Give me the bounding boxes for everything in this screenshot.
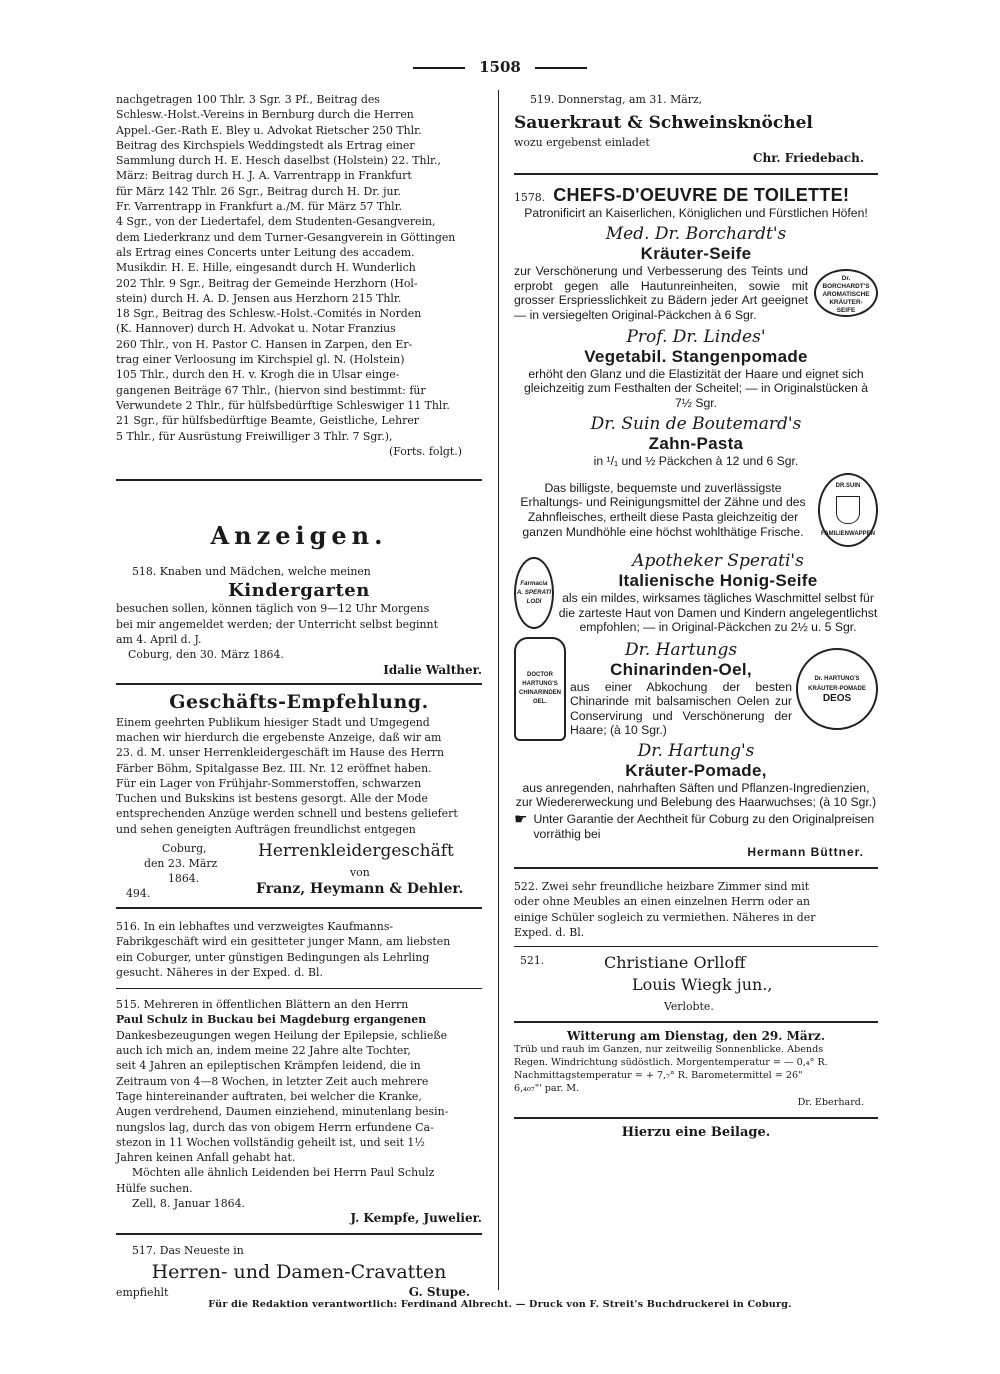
sperati-brand: Apotheker Sperati's <box>632 550 804 571</box>
ad-515-line: Dankesbezeugungen wegen Heilung der Epilepsie, schließe <box>116 1028 448 1042</box>
ad-516-line: ein Coburger, unter günstigen Bedingungen als Lehrling <box>116 950 430 964</box>
report-line: Sammlung durch H. E. Hesch daselbst (Holstein) 22. Thlr., <box>116 154 441 168</box>
ad-515-line: Jahren keinen Anfall gehabt hat. <box>116 1151 296 1165</box>
ad-515-line: Zeitraum von 4—8 Wochen, in letzter Zeit auch mehrere <box>116 1074 429 1088</box>
oil-bottle-icon <box>514 637 566 741</box>
ad-494-firm: Herrenkleidergeschäft <box>258 840 454 861</box>
weather-line: Trüb und rauh im Ganzen, nur zeitweilig Sonnenblicke. Abends <box>514 1044 824 1056</box>
sperati-block <box>514 551 878 635</box>
ad-1578-title: CHEFS-D'OEUVRE DE TOILETTE! <box>553 184 850 205</box>
ad-515-line: Augen verdrehend, Daumen einziehend, minutenlang besin- <box>116 1105 449 1119</box>
ad-515-signature: J. Kempfe, Juwelier. <box>350 1211 482 1226</box>
ad-515-place-date: Zell, 8. Januar 1864. <box>132 1197 245 1211</box>
hartung-oil-product: Chinarinden-Oel, <box>610 659 752 679</box>
report-line: 5 Thlr., für Ausrüstung Freiwilliger 3 Thlr. 7 Sgr.), <box>116 429 393 443</box>
ad-494-line: 23. d. M. unser Herrenkleidergeschäft im Hause des Herrn <box>116 746 445 760</box>
ad-494-von: von <box>350 865 370 879</box>
page-number: 1508 <box>479 58 521 76</box>
borchardt-text: zur Verschönerung und Verbesserung des Teints und erprobt gegen alle Hautunreinheiten, sowie mit grosser Erspriesslichkeit zu Bädern jeder Art geeignet — in versiegelten Original-Päckchen à 6 Sgr. <box>514 264 808 322</box>
right-column <box>514 92 878 1140</box>
hartung-pomade-text: aus anregenden, nahrhaften Säften und Pflanzen-Ingredienzien, zur Wiedererweckung und Belebung des Haarwuchses; (à 10 Sgr.) <box>515 780 877 810</box>
guarantee-text: Unter Garantie der Aechtheit für Coburg zu den Originalpreisen vorräthig bei <box>533 811 875 841</box>
weather-report <box>514 1029 878 1110</box>
seal-text: CHINARINDEN <box>519 689 561 696</box>
ad-rule <box>116 907 482 909</box>
ad-515-line: Paul Schulz in Buckau bei Magdeburg ergangenen <box>116 1013 427 1027</box>
ad-515 <box>116 997 482 1225</box>
page-number-rule-left <box>413 67 465 69</box>
report-line: (K. Hannover) durch H. Advokat u. Notar Franzius <box>116 322 396 336</box>
hartung-pomade-product: Kräuter-Pomade, <box>625 760 767 780</box>
section-rule <box>116 479 482 481</box>
ad-519-title: Sauerkraut & Schweinsknöchel <box>514 113 813 134</box>
lindes-product: Vegetabil. Stangenpomade <box>584 346 808 366</box>
ad-rule <box>514 867 878 869</box>
ad-494-owners: Franz, Heymann & Dehler. <box>256 880 464 897</box>
sperati-seal-icon <box>514 557 554 629</box>
borchardt-seal-icon <box>814 269 878 317</box>
seal-text: LODI <box>526 598 542 606</box>
ad-516-line: Fabrikgeschäft wird ein gesitteter junger Mann, am liebsten <box>116 935 451 949</box>
ad-494-place: Coburg, <box>162 841 207 855</box>
ad-494-line: Für ein Lager von Frühjahr-Sommerstoffen, schwarzen <box>116 776 422 790</box>
page-number-rule-right <box>535 67 587 69</box>
ad-519 <box>514 92 878 165</box>
suin-text: Das billigste, bequemste und zuverlässigste Erhaltungs- und Reinigungsmittel der Zähne und des Zahnfleisches, ertheilt diese Pasta gleichzeitig der ganzen Mundhöhle eine höchst wohlthätige Frische. <box>520 480 806 539</box>
coat-of-arms-seal-icon <box>818 473 878 547</box>
ad-517-offer: empfiehlt <box>116 1285 169 1299</box>
ad-494-date-2: 1864. <box>168 871 200 885</box>
ad-494-title: Geschäfts-Empfehlung. <box>169 690 429 713</box>
weather-line: 6,₄₀₇"' par. M. <box>514 1083 580 1095</box>
ad-494-line: Tuchen und Bukskins ist bestens gesorgt. Alle der Mode <box>116 792 428 806</box>
weather-signature: Dr. Eberhard. <box>797 1097 864 1109</box>
report-line: 105 Thlr., durch den H. v. Krogh die in Ulsar einge- <box>116 368 400 382</box>
ad-494-line: machen wir hierdurch die ergebenste Anzeige, daß wir am <box>116 730 442 744</box>
sperati-text: als ein mildes, wirksames tägliches Waschmittel selbst für die zarteste Haut von Damen und Kindern angelegentlichst empfohlen; — in Original-Päckchen zu 2½ u. 5 Sgr. <box>558 590 878 635</box>
ad-518-line: besuchen sollen, können täglich von 9—12 Uhr Morgens <box>116 602 430 616</box>
suin-pack: in ¹/₁ und ½ Päckchen à 12 und 6 Sgr. <box>593 454 799 469</box>
report-line: Appel.-Ger.-Rath E. Bley u. Advokat Rietscher 250 Thlr. <box>116 123 422 137</box>
page-number-line <box>0 58 1000 76</box>
ad-494-date-1: den 23. März <box>144 856 218 870</box>
ad-517-signature: G. Stupe. <box>408 1284 470 1299</box>
seal-text: OEL. <box>532 698 547 705</box>
ad-1578 <box>514 185 878 860</box>
ad-518 <box>116 564 482 676</box>
ad-518-line: bei mir angemeldet werden; der Unterricht selbst beginnt <box>116 617 438 631</box>
borchardt-block <box>514 264 878 322</box>
report-line: gangenen Beiträge 67 Thlr., (hiervon sind bestimmt: für <box>116 383 426 397</box>
report-line: 260 Thlr., von H. Pastor C. Hansen in Zarpen, den Er- <box>116 337 413 351</box>
suin-product: Zahn-Pasta <box>648 434 744 454</box>
guarantee-block <box>514 809 878 841</box>
ad-516-line: gesucht. Näheres in der Exped. d. Bl. <box>116 965 323 979</box>
report-continued: (Forts. folgt.) <box>389 444 462 458</box>
report-line: Musikdir. H. E. Hille, eingesandt durch H. Wunderlich <box>116 261 416 275</box>
report-line: stein) durch H. A. D. Jensen aus Herzhorn 215 Thlr. <box>116 291 402 305</box>
report-line: Verwundete 2 Thlr., für hülfsbedürftige Schleswiger 11 Thlr. <box>116 398 450 412</box>
ad-515-line: Hülfe suchen. <box>116 1181 193 1195</box>
ad-518-place-date: Coburg, den 30. März 1864. <box>128 648 284 662</box>
report-line: Fr. Varrentrapp in Frankfurt a./M. für März 57 Thlr. <box>116 200 403 214</box>
ad-515-line: seit 4 Jahren an epileptischen Krämpfen leidend, die in <box>116 1059 421 1073</box>
ad-rule <box>514 173 878 175</box>
report-line: 4 Sgr., von der Liedertafel, dem Studenten-Gesangverein, <box>116 215 436 229</box>
ad-518-signature: Idalie Walther. <box>383 662 482 677</box>
lindes-brand: Prof. Dr. Lindes' <box>626 326 766 347</box>
borchardt-product: Kräuter-Seife <box>640 244 752 264</box>
hartung-oil-brand: Dr. Hartungs <box>624 639 738 660</box>
seal-text: KRÄUTER-POMADE <box>808 685 866 692</box>
ad-522-line: 522. Zwei sehr freundliche heizbare Zimmer sind mit <box>514 880 810 894</box>
hartung-oil-text: aus einer Abkochung der besten Chinarinde mit balsamischen Oelen zur Conservirung und Verschönerung der Haare; (à 10 Sgr.) <box>570 679 792 738</box>
report-line: Schlesw.-Holst.-Vereins in Bernburg durch die Herren <box>116 108 414 122</box>
ad-rule <box>514 1117 878 1119</box>
borchardt-brand: Med. Dr. Borchardt's <box>605 224 787 245</box>
ad-519-intro: 519. Donnerstag, am 31. März, <box>530 93 703 106</box>
ad-518-intro: 518. Knaben und Mädchen, welche meinen <box>132 565 371 579</box>
ad-515-line: stezon in 11 Wochen vollständig geheilt ist, und seit 1½ <box>116 1135 425 1149</box>
lindes-text: erhöht den Glanz und die Elastizität der Haare und eignet sich gleichzeitig zum Festhalten der Scheitel; — in Originalstücken à 7½ Sgr. <box>523 366 869 410</box>
ad-515-line: auch ich mich an, indem meine 22 Jahre alte Tochter, <box>116 1044 411 1058</box>
ad-521 <box>514 953 878 1015</box>
ad-517-intro: 517. Das Neueste in <box>132 1244 244 1258</box>
ad-522-line: oder ohne Meubles an einen einzelnen Herrn oder an <box>514 895 811 909</box>
report-line: für März 142 Thlr. 26 Sgr., Beitrag durch H. Dr. jur. <box>116 184 402 198</box>
ad-rule <box>116 988 482 989</box>
ad-515-line: 515. Mehreren in öffentlichen Blättern an den Herrn <box>116 998 409 1012</box>
report-line: 18 Sgr., Beitrag des Schlesw.-Holst.-Comités in Norden <box>116 307 422 321</box>
seal-text: DR.SUIN <box>835 482 861 489</box>
weather-line: Nachmittagstemperatur = + 7,₇° R. Barometermittel = 26" <box>514 1070 803 1082</box>
anzeigen-heading: Anzeigen. <box>210 521 388 551</box>
ad-516 <box>116 919 482 980</box>
left-column <box>116 92 482 1300</box>
ad-518-title: Kindergarten <box>228 580 370 602</box>
hartung-pomade-brand: Dr. Hartung's <box>637 740 755 761</box>
pomade-jar-icon <box>796 648 878 730</box>
seal-text: AROMATISCHE <box>822 291 870 299</box>
ad-rule <box>116 683 482 685</box>
ad-rule <box>514 946 878 947</box>
report-line: dem Liederkranz und dem Turner-Gesangverein in Göttingen <box>116 230 456 244</box>
ad-517-title: Herren- und Damen-Cravatten <box>151 1260 447 1283</box>
supplement-note: Hierzu eine Beilage. <box>621 1124 771 1140</box>
hartung-block <box>514 637 878 741</box>
ad-522-line: einige Schüler sogleich zu vermiethen. Näheres in der <box>514 910 816 924</box>
ad-519-line: wozu ergebenst einladet <box>514 136 650 150</box>
report-line: März: Beitrag durch H. J. A. Varrentrapp in Frankfurt <box>116 169 412 183</box>
imprint-footer: Für die Redaktion verantwortlich: Ferdinand Albrecht. — Druck von F. Streit's Buchdruckerei in Coburg. <box>208 1299 792 1310</box>
ad-522-line: Exped. d. Bl. <box>514 925 585 939</box>
report-line: 21 Sgr., für hülfsbedürftige Beamte, Geistliche, Lehrer <box>116 414 419 428</box>
ad-494-line: entsprechenden Anzüge werden schnell und bestens geliefert <box>116 807 458 821</box>
seal-text: HARTUNG'S <box>522 680 558 687</box>
ad-516-line: 516. In ein lebhaftes und verzweigtes Kaufmanns- <box>116 919 394 933</box>
seal-text: BORCHARDT'S <box>822 283 870 291</box>
pointing-hand-icon: ☛ <box>514 809 528 828</box>
sperati-product: Italienische Honig-Seife <box>618 570 818 590</box>
ad-521-name-1: Christiane Orlloff <box>604 953 746 973</box>
report-line: trag einer Verloosung im Kirchspiel gl. N. (Holstein) <box>116 353 405 367</box>
ad-521-number: 521. <box>520 954 545 968</box>
suin-block <box>514 473 878 547</box>
ad-494-line: Färber Böhm, Spitalgasse Bez. III. Nr. 12 eröffnet haben. <box>116 761 432 775</box>
seal-text: KRÄUTER- <box>829 299 863 307</box>
donation-report <box>116 92 482 459</box>
seal-text: Dr. <box>841 275 851 283</box>
ad-1578-signature: Hermann Büttner. <box>747 845 864 860</box>
report-line: Beitrag des Kirchspiels Weddingstedt als Ertrag einer <box>116 138 415 152</box>
shield-icon <box>836 496 860 524</box>
ad-521-name-2: Louis Wiegk jun., <box>632 975 773 995</box>
seal-text: Dr. HARTUNG'S <box>814 675 860 682</box>
seal-text: FAMILIENWAPPEN <box>820 530 875 537</box>
ad-494-line: Einem geehrten Publikum hiesiger Stadt und Umgegend <box>116 715 430 729</box>
ad-517 <box>116 1243 482 1300</box>
ad-519-signature: Chr. Friedebach. <box>752 150 864 165</box>
weather-line: Regen. Windrichtung südöstlich. Morgentemperatur = — 0,₄° R. <box>514 1057 828 1069</box>
column-divider <box>498 90 499 1290</box>
seal-text: DOCTOR <box>527 671 553 678</box>
seal-text: DEOS <box>822 692 852 704</box>
report-line: 202 Thlr. 9 Sgr., Beitrag der Gemeinde Herzhorn (Hol- <box>116 276 418 290</box>
ad-494-line: und sehen geneigten Aufträgen freundlichst entgegen <box>116 822 416 836</box>
ad-1578-subtitle: Patronificirt an Kaiserlichen, Königlichen und Fürstlichen Höfen! <box>524 205 868 220</box>
ad-515-line: Tage hintereinander auftraten, bei welcher die Kranke, <box>116 1089 422 1103</box>
ad-521-status: Verlobte. <box>664 1000 714 1014</box>
ad-rule <box>116 1233 482 1235</box>
ad-494 <box>116 691 482 901</box>
ad-518-line: am 4. April d. J. <box>116 633 202 647</box>
seal-text: SEIFE <box>836 307 856 315</box>
ad-522 <box>514 879 878 940</box>
weather-title: Witterung am Dienstag, den 29. März. <box>566 1029 826 1044</box>
report-line: nachgetragen 100 Thlr. 3 Sgr. 3 Pf., Beitrag des <box>116 93 380 106</box>
seal-text: Farmacia <box>520 580 548 588</box>
ad-494-number: 494. <box>126 886 151 900</box>
report-line: als Ertrag eines Concerts unter Leitung des accadem. <box>116 245 415 259</box>
ad-515-line: nungslos lag, durch das von obigem Herrn erfundene Ca- <box>116 1120 434 1134</box>
ad-rule <box>514 1021 878 1023</box>
ad-1578-number: 1578. <box>514 190 546 204</box>
ad-494-signature-block <box>116 841 482 901</box>
ad-515-line: Möchten alle ähnlich Leidenden bei Herrn Paul Schulz <box>132 1166 435 1180</box>
suin-brand: Dr. Suin de Boutemard's <box>590 414 802 435</box>
seal-text: A. SPERATI <box>516 589 552 597</box>
